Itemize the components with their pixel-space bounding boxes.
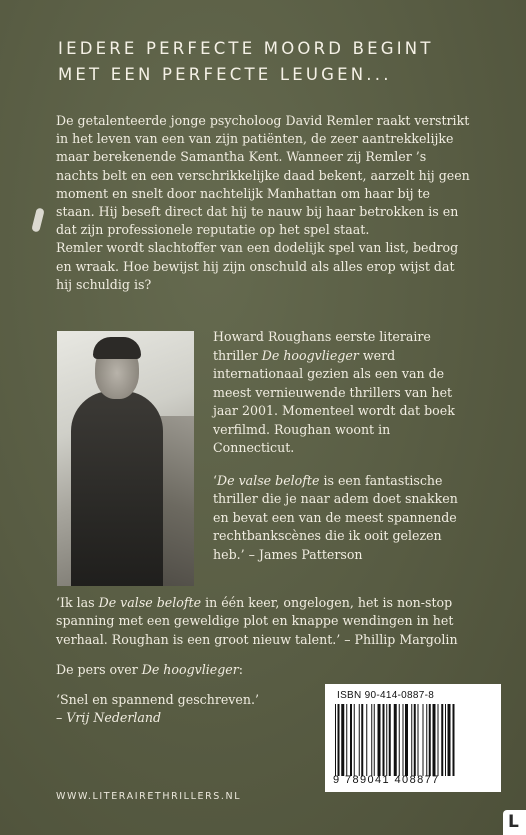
bio-book-title: De hoogvlieger <box>261 347 359 363</box>
bio-text-a: Howard Roughans eerste literaire thriller <box>213 329 431 363</box>
barcode-bar <box>374 704 375 776</box>
barcode-bar <box>399 704 400 776</box>
barcode-bar <box>361 704 363 776</box>
barcode-bar <box>405 704 408 776</box>
barcode-bar <box>438 704 439 776</box>
barcode-bar <box>403 704 404 776</box>
quote-margolin <box>56 594 476 649</box>
barcode-bar <box>433 704 436 776</box>
quote-patterson-title: De valse belofte <box>217 472 320 488</box>
press-pre: De pers over <box>56 661 142 677</box>
barcode-bar <box>423 704 424 776</box>
author-bio <box>213 328 475 578</box>
barcode-bar <box>418 704 419 776</box>
quote-margolin-text: in één keer, ongelogen, het is non-stop spanning met een geweldige plot en knappe wendingen in het verhaal. Roughan is een groot nieuw talent.’ – Phillip Margolin <box>56 595 458 647</box>
website-url: WWW.LITERAIRETHRILLERS.NL <box>56 791 242 802</box>
barcode-bar <box>394 704 397 776</box>
quote-patterson <box>213 472 475 565</box>
barcode-bar <box>411 704 412 776</box>
barcode-bar <box>383 704 385 776</box>
bio-paragraph <box>213 328 475 458</box>
quote-vn-text: ‘Snel en spannend geschreven.’ <box>56 692 259 708</box>
barcode-bar <box>453 704 455 776</box>
scuff-mark <box>31 207 45 232</box>
barcode-bar <box>338 704 340 776</box>
publisher-logo <box>503 810 526 835</box>
quote-vn-source: – Vrij Nederland <box>56 710 162 726</box>
barcode-bar <box>371 704 372 776</box>
barcode-bar <box>386 704 387 776</box>
barcode-bar <box>429 704 431 776</box>
barcode-bar <box>350 704 352 776</box>
quote-patterson-text: is een fantastische thriller die je naar adem doet snakken en bevat een van de meest spannende rechtbankscènes die ik ooit gelezen heb.’ – James Patterson <box>213 472 458 562</box>
barcode-bar <box>441 704 443 776</box>
quote-margolin-pre: ‘Ik las <box>56 595 99 610</box>
barcode-bar <box>448 704 451 776</box>
barcode-bars <box>335 704 491 776</box>
barcode-bar <box>346 704 347 776</box>
barcode-bar <box>359 704 360 776</box>
synopsis-paragraph-1: De getalenteerde jonge psycholoog David Remler raakt verstrikt in het leven van een van zijn patiënten, de zeer aantrekkelijke maar berekenende Samantha Kent. Wanneer zij Remler ’s nachts belt en een verschrikkelijke daad bekent, aarzelt hij geen moment en snelt door nachtelijk Manhattan om haar bij te staan. Hij beseft direct dat hij te nauw bij haar betrokken is en dat zijn professionele reputatie op het spel staat. <box>56 113 470 238</box>
tagline-line-2: MET EEN PERFECTE LEUGEN... <box>58 65 392 84</box>
barcode-bar <box>341 704 344 776</box>
synopsis <box>56 112 472 294</box>
photo-hair <box>93 337 141 359</box>
tagline <box>58 36 478 88</box>
barcode-bar <box>366 704 367 776</box>
barcode-bar <box>414 704 416 776</box>
press-title: De hoogvlieger <box>141 661 239 677</box>
barcode-bar <box>445 704 446 776</box>
author-photo <box>57 331 194 586</box>
barcode-bar <box>354 704 355 776</box>
barcode-box <box>325 684 501 792</box>
quote-open-mark: ‘ <box>213 472 218 488</box>
isbn-label: ISBN 90-414-0887-8 <box>337 690 435 701</box>
barcode-bar <box>426 704 427 776</box>
tagline-line-1: IEDERE PERFECTE MOORD BEGINT <box>58 39 434 58</box>
barcode-bar <box>389 704 391 776</box>
barcode-digits: 9 789041 408877 <box>333 774 440 786</box>
logo-letter: L <box>508 812 519 832</box>
barcode-bar <box>378 704 381 776</box>
barcode-bar <box>335 704 336 776</box>
synopsis-paragraph-2: Remler wordt slachtoffer van een dodelijk spel van list, bedrog en wraak. Hoe bewijst hij zijn onschuld als alles erop wijst dat hij schuldig is? <box>56 240 459 292</box>
press-heading <box>56 661 476 679</box>
photo-figure <box>71 391 163 586</box>
bio-text-b: werd internationaal gezien als een van de meest vernieuwende thrillers van het jaar 2001. Momenteel wordt dat boek verfilmd. Roughan woont in Connecticut. <box>213 347 455 455</box>
quote-margolin-title: De valse belofte <box>98 595 202 610</box>
press-post: : <box>238 661 244 677</box>
